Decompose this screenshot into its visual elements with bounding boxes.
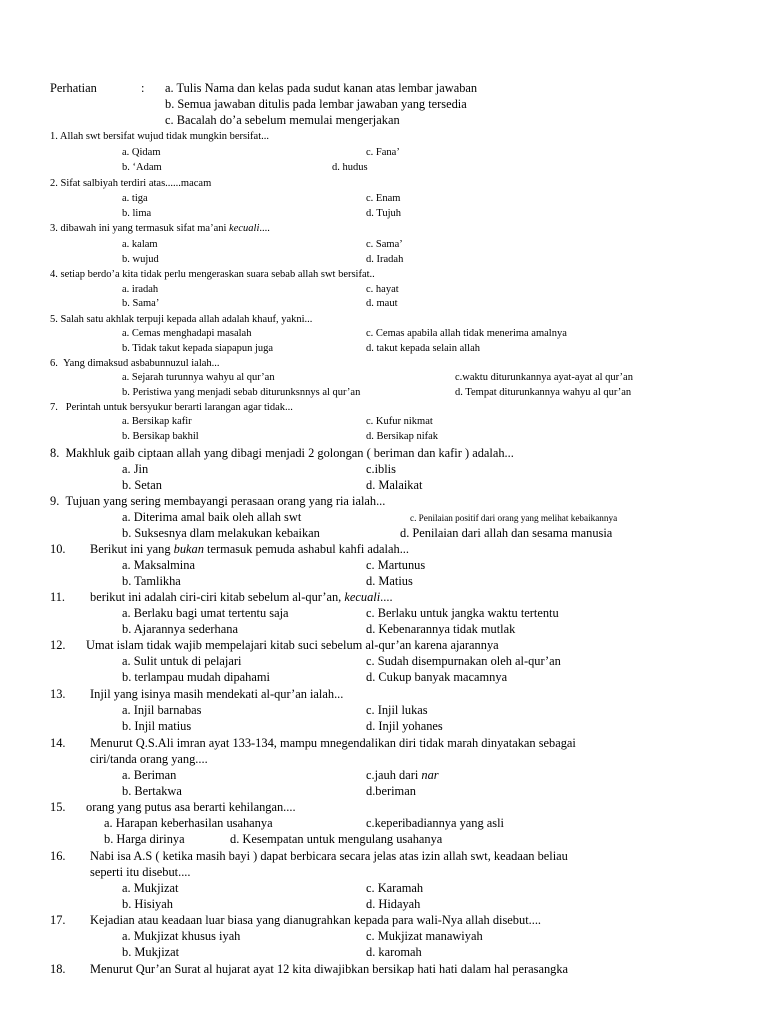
option-d: d. Tempat diturunkannya wahyu al qur’an <box>455 387 632 398</box>
question-18 <box>50 962 66 976</box>
question-1 <box>50 130 269 144</box>
option-b: b. Injil matius <box>122 719 192 733</box>
option-b: b. wujud <box>122 254 159 265</box>
question-stem-line-2: ciri/tanda orang yang.... <box>90 752 208 766</box>
question-number: 7. <box>50 402 58 413</box>
option-c: c. Injil lukas <box>366 703 428 717</box>
option-c: c. Mukjizat manawiyah <box>366 929 483 943</box>
option-c: c. Sudah disempurnakan oleh al-qur’an <box>366 654 561 668</box>
question-number: 18. <box>50 962 66 976</box>
option-b: b. Peristiwa yang menjadi sebab diturunksnnys al qur’an <box>122 387 361 398</box>
header-item-b: b. Semua jawaban ditulis pada lembar jawaban yang tersedia <box>165 97 467 111</box>
question-number: 12. <box>50 638 66 652</box>
option-c: c.keperibadiannya yang asli <box>366 816 504 830</box>
option-d: d. Hidayah <box>366 897 421 911</box>
emphasis-word: kecuali <box>229 223 260 234</box>
option-b: b. Suksesnya dlam melakukan kebaikan <box>122 526 320 540</box>
question-12 <box>50 638 66 652</box>
option-b: b. Bertakwa <box>122 784 182 798</box>
option-d: d. karomah <box>366 945 422 959</box>
option-b: b. terlampau mudah dipahami <box>122 670 270 684</box>
option-b: b. Harga dirinya <box>104 832 185 846</box>
option-c-text: c.jauh dari <box>366 768 419 782</box>
emphasis-word: kecuali <box>344 590 381 604</box>
question-stem: Salah satu akhlak terpuji kepada allah adalah khauf, yakni... <box>60 314 313 325</box>
question-5 <box>50 313 312 327</box>
question-13 <box>50 687 66 701</box>
option-d: d. hudus <box>332 162 368 173</box>
option-a: a. Beriman <box>122 768 177 782</box>
option-d: d. Iradah <box>366 254 404 265</box>
option-b: b. Sama’ <box>122 298 160 309</box>
option-d: d.beriman <box>366 784 416 798</box>
question-stem: dibawah ini yang termasuk sifat ma’ani <box>60 223 227 234</box>
option-a: a. Bersikap kafir <box>122 416 192 427</box>
option-c: c. Sama’ <box>366 239 403 250</box>
question-3 <box>50 222 270 236</box>
option-a: a. Harapan keberhasilan usahanya <box>104 816 273 830</box>
header-item-a: a. Tulis Nama dan kelas pada sudut kanan atas lembar jawaban <box>165 81 478 95</box>
option-c: c. Karamah <box>366 881 424 895</box>
question-stem: Berikut ini yang <box>90 542 171 556</box>
question-stem: Yang dimaksud asbabunnuzul ialah... <box>63 358 220 369</box>
question-10 <box>50 542 66 556</box>
question-8 <box>50 446 514 460</box>
option-c: c. Martunus <box>366 558 426 572</box>
question-number: 14. <box>50 736 66 750</box>
question-stem: Sifat salbiyah terdiri atas......macam <box>60 178 212 189</box>
option-d: d. Cukup banyak macamnya <box>366 670 508 684</box>
question-stem-tail: termasuk pemuda ashabul kahfi adalah... <box>203 542 409 556</box>
question-stem: Nabi isa A.S ( ketika masih bayi ) dapat berbicara secara jelas atas izin allah swt, keadaan beliau <box>90 849 568 863</box>
question-10-stem <box>90 542 409 556</box>
question-number: 10. <box>50 542 66 556</box>
question-number: 13. <box>50 687 66 701</box>
option-d: d. Penilaian dari allah dan sesama manusia <box>400 526 613 540</box>
question-stem: Allah swt bersifat wujud tidak mungkin bersifat... <box>59 131 270 142</box>
option-a: a. Qidam <box>122 147 161 158</box>
option-c: c. hayat <box>366 284 399 295</box>
option-d: d. Tujuh <box>366 208 402 219</box>
question-stem: Menurut Q.S.Ali imran ayat 133-134, mampu mnegendalikan diri tidak marah dinyatakan sebagai <box>90 736 576 750</box>
question-stem: setiap berdo’a kita tidak perlu mengeraskan suara sebab allah swt bersifat.. <box>60 269 375 280</box>
option-c: c. Berlaku untuk jangka waktu tertentu <box>366 606 559 620</box>
option-a: a. Jin <box>122 462 149 476</box>
header-label: Perhatian <box>50 81 97 95</box>
question-stem-line-2: seperti itu disebut.... <box>90 865 191 879</box>
option-a: a. Berlaku bagi umat tertentu saja <box>122 606 289 620</box>
option-b: b. Bersikap bakhil <box>122 431 199 442</box>
option-c: c. Kufur nikmat <box>366 416 433 427</box>
option-c: c. Penilaian positif dari orang yang melihat kebaikannya <box>410 513 618 523</box>
question-number: 9. <box>50 494 60 508</box>
header-colon: : <box>141 81 145 95</box>
option-c <box>366 768 439 782</box>
option-d: d. takut kepada selain allah <box>366 343 480 354</box>
option-a: a. Sulit untuk di pelajari <box>122 654 242 668</box>
option-a: a. Injil barnabas <box>122 703 202 717</box>
option-b: b. lima <box>122 208 152 219</box>
option-a: a. Maksalmina <box>122 558 195 572</box>
question-stem-tail: .... <box>259 223 270 234</box>
question-number: 11. <box>50 590 66 604</box>
option-d: d. Kesempatan untuk mengulang usahanya <box>230 832 443 846</box>
question-11-stem <box>90 590 393 604</box>
question-stem: Perintah untuk bersyukur berarti larangan agar tidak... <box>65 402 293 413</box>
option-b: b. Tidak takut kepada siapapun juga <box>122 343 274 354</box>
option-a: a. Sejarah turunnya wahyu al qur’an <box>122 372 275 383</box>
option-d: d. Bersikap nifak <box>366 431 439 442</box>
option-d: d. maut <box>366 298 398 309</box>
option-b: b. Mukjizat <box>122 945 180 959</box>
question-number: 6. <box>50 358 58 369</box>
question-number: 8. <box>50 446 60 460</box>
question-number: 4. <box>50 269 58 280</box>
question-stem: orang yang putus asa berarti kehilangan.... <box>86 800 296 814</box>
option-d: d. Matius <box>366 574 413 588</box>
question-number: 5. <box>50 314 58 325</box>
option-b: b. Tamlikha <box>122 574 181 588</box>
option-b: b. Setan <box>122 478 162 492</box>
question-16 <box>50 849 66 863</box>
option-a: a. tiga <box>122 193 148 204</box>
question-4 <box>50 268 375 282</box>
option-c: c. Enam <box>366 193 401 204</box>
question-stem: Injil yang isinya masih mendekati al-qur’an ialah... <box>90 687 344 701</box>
option-d: d. Kebenarannya tidak mutlak <box>366 622 516 636</box>
option-a: a. Diterima amal baik oleh allah swt <box>122 510 302 524</box>
question-14 <box>50 736 66 750</box>
question-number: 17. <box>50 913 66 927</box>
question-9 <box>50 494 385 508</box>
header-item-c: c. Bacalah do’a sebelum memulai mengerjakan <box>165 113 400 127</box>
option-b: b. Hisiyah <box>122 897 173 911</box>
option-c: c. Cemas apabila allah tidak menerima amalnya <box>366 328 567 339</box>
option-a: a. Mukjizat <box>122 881 179 895</box>
option-b: b. Ajarannya sederhana <box>122 622 238 636</box>
question-stem: Tujuan yang sering membayangi perasaan orang yang ria ialah... <box>65 494 386 508</box>
question-15 <box>50 800 66 814</box>
option-a: a. Cemas menghadapi masalah <box>122 328 252 339</box>
question-stem: Makhluk gaib ciptaan allah yang dibagi menjadi 2 golongan ( beriman dan kafir ) adalah... <box>65 446 514 460</box>
question-stem: Menurut Qur’an Surat al hujarat ayat 12 kita diwajibkan bersikap hati hati dalam hal perasangka <box>90 962 569 976</box>
question-stem: Umat islam tidak wajib mempelajari kitab suci sebelum al-qur’an karena ajarannya <box>86 638 499 652</box>
question-6 <box>50 357 220 371</box>
option-d: d. Malaikat <box>366 478 423 492</box>
option-a: a. Mukjizat khusus iyah <box>122 929 241 943</box>
option-c: c. Fana’ <box>366 147 400 158</box>
question-stem: berikut ini adalah ciri-ciri kitab sebelum al-qur’an, <box>90 590 342 604</box>
question-7 <box>50 401 293 415</box>
option-b: b. ‘Adam <box>122 162 162 173</box>
question-11 <box>50 590 65 604</box>
question-2 <box>50 177 211 191</box>
question-number: 16. <box>50 849 66 863</box>
question-number: 3. <box>50 223 58 234</box>
question-stem-tail: .... <box>380 590 393 604</box>
emphasis-word: nar <box>421 768 439 782</box>
question-number: 1. <box>50 131 58 142</box>
question-number: 2. <box>50 178 58 189</box>
option-c: c.iblis <box>366 462 396 476</box>
option-c: c.waktu diturunkannya ayat-ayat al qur’an <box>455 372 633 383</box>
question-stem: Kejadian atau keadaan luar biasa yang dianugrahkan kepada para wali-Nya allah disebut.... <box>90 913 542 927</box>
option-d: d. Injil yohanes <box>366 719 443 733</box>
option-a: a. kalam <box>122 239 158 250</box>
emphasis-word: bukan <box>173 542 204 556</box>
option-a: a. iradah <box>122 284 159 295</box>
question-number: 15. <box>50 800 66 814</box>
question-17 <box>50 913 66 927</box>
